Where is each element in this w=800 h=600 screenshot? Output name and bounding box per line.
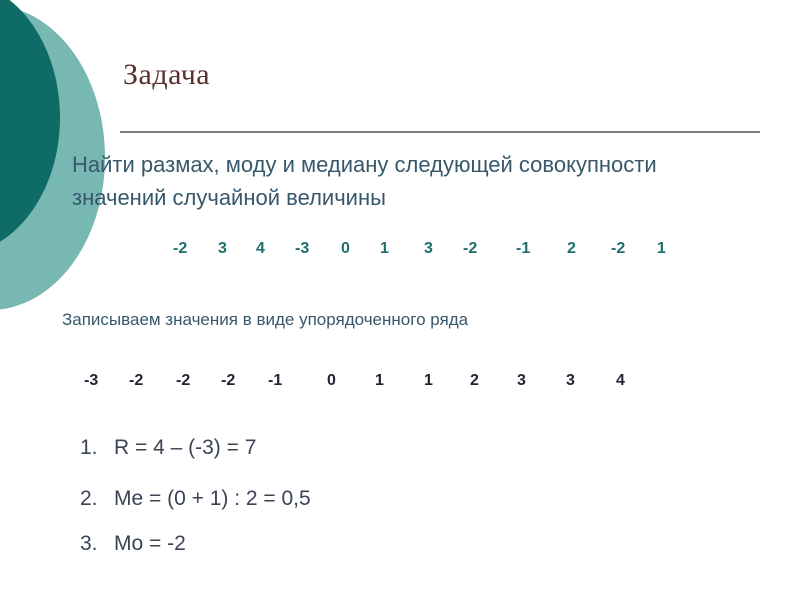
result-number: 1. (80, 436, 98, 459)
sorted-value: -2 (176, 372, 191, 389)
slide-title: Задача (123, 58, 211, 91)
original-value: -2 (611, 240, 626, 257)
result-number: 3. (80, 532, 98, 555)
original-value: 1 (657, 240, 666, 257)
sorted-value: 3 (517, 372, 526, 389)
original-value: 2 (567, 240, 576, 257)
original-value: 3 (218, 240, 227, 257)
sorted-value: -3 (84, 372, 99, 389)
original-value: 4 (256, 240, 265, 257)
result-text: R = 4 – (-3) = 7 (114, 436, 257, 459)
original-value: -2 (463, 240, 478, 257)
task-line-2: значений случайной величины (72, 185, 386, 210)
sorted-values-row (0, 372, 800, 392)
original-values-row (0, 240, 800, 260)
result-range (80, 436, 256, 460)
result-text: Mo = -2 (114, 532, 186, 555)
original-value: -3 (295, 240, 310, 257)
task-line-1: Найти размах, моду и медиану следующей совокупности (72, 152, 657, 177)
sorted-value: -2 (221, 372, 236, 389)
original-value: -2 (173, 240, 188, 257)
original-value: 3 (424, 240, 433, 257)
result-text: Me = (0 + 1) : 2 = 0,5 (114, 487, 311, 510)
sorted-value: 2 (470, 372, 479, 389)
original-value: 0 (341, 240, 350, 257)
original-value: -1 (516, 240, 531, 257)
sorted-value: 3 (566, 372, 575, 389)
sorted-value: 1 (375, 372, 384, 389)
title-divider (120, 131, 760, 133)
original-value: 1 (380, 240, 389, 257)
result-median (80, 487, 311, 511)
result-mode (80, 532, 186, 556)
sorted-value: 4 (616, 372, 625, 389)
sorted-value: 1 (424, 372, 433, 389)
result-number: 2. (80, 487, 98, 510)
sorted-value: -1 (268, 372, 283, 389)
instruction-text: Записываем значения в виде упорядоченного ряда (62, 310, 469, 329)
sorted-value: -2 (129, 372, 144, 389)
task-statement (72, 148, 762, 214)
sorted-value: 0 (327, 372, 336, 389)
